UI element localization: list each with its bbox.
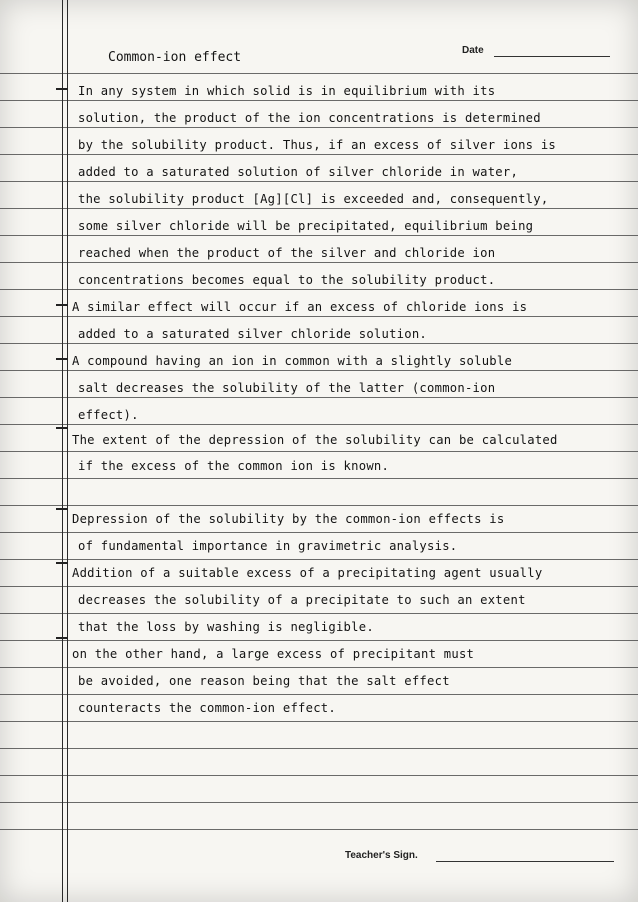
text-line: that the loss by washing is negligible. [78,620,374,634]
margin-dash [56,508,68,510]
margin-dash [56,304,68,306]
ruled-line [0,289,638,290]
text-line: by the solubility product. Thus, if an excess of silver ions is [78,138,557,152]
date-label: Date [462,45,484,56]
text-line: salt decreases the solubility of the latter (common-ion [78,381,496,395]
text-line: decreases the solubility of a precipitate to such an extent [78,593,526,607]
page-title: Common-ion effect [108,50,242,65]
ruled-line [0,100,638,101]
text-line: if the excess of the common ion is known. [78,459,390,473]
margin-dash [56,562,68,564]
ruled-line [0,721,638,722]
ruled-line [0,154,638,155]
ruled-line [0,694,638,695]
ruled-line [0,397,638,398]
ruled-line [0,451,638,452]
ruled-line [0,343,638,344]
ruled-line [0,181,638,182]
ruled-line [0,802,638,803]
text-line: solution, the product of the ion concentrations is determined [78,111,541,125]
text-line: A compound having an ion in common with a slightly soluble [72,354,513,368]
ruled-line [0,559,638,560]
text-line: A similar effect will occur if an excess of chloride ions is [72,300,528,314]
margin-line-right [67,0,68,902]
text-line: Depression of the solubility by the common-ion effects is [72,512,505,526]
teacher-sign-label: Teacher's Sign. [345,850,418,861]
text-line: counteracts the common-ion effect. [78,701,336,715]
date-fill-line [494,56,610,57]
ruled-line [0,532,638,533]
margin-line-left [62,0,63,902]
ruled-line [0,667,638,668]
margin-dash [56,427,68,429]
margin-dash [56,637,68,639]
text-line: effect). [78,408,139,422]
text-line: some silver chloride will be precipitated, equilibrium being [78,219,534,233]
ruled-line [0,586,638,587]
ruled-line [0,829,638,830]
ruled-line [0,640,638,641]
margin-dash [56,88,68,90]
ruled-line [0,316,638,317]
ruled-line [0,208,638,209]
teacher-sign-fill-line [436,861,614,862]
ruled-line [0,73,638,74]
text-line: concentrations becomes equal to the solubility product. [78,273,496,287]
text-line: on the other hand, a large excess of precipitant must [72,647,475,661]
ruled-line [0,127,638,128]
text-line: of fundamental importance in gravimetric analysis. [78,539,458,553]
ruled-line [0,262,638,263]
text-line: be avoided, one reason being that the salt effect [78,674,450,688]
ruled-line [0,370,638,371]
text-line: Addition of a suitable excess of a precipitating agent usually [72,566,543,580]
ruled-line [0,505,638,506]
text-line: the solubility product [Ag][Cl] is exceeded and, consequently, [78,192,549,206]
ruled-line [0,235,638,236]
margin-dash [56,358,68,360]
ruled-line [0,748,638,749]
ruled-line [0,424,638,425]
text-line: reached when the product of the silver and chloride ion [78,246,496,260]
text-line: The extent of the depression of the solubility can be calculated [72,433,558,447]
text-line: added to a saturated solution of silver chloride in water, [78,165,519,179]
ruled-line [0,613,638,614]
text-line: In any system in which solid is in equilibrium with its [78,84,496,98]
text-line: added to a saturated silver chloride solution. [78,327,428,341]
ruled-line [0,478,638,479]
ruled-line [0,775,638,776]
